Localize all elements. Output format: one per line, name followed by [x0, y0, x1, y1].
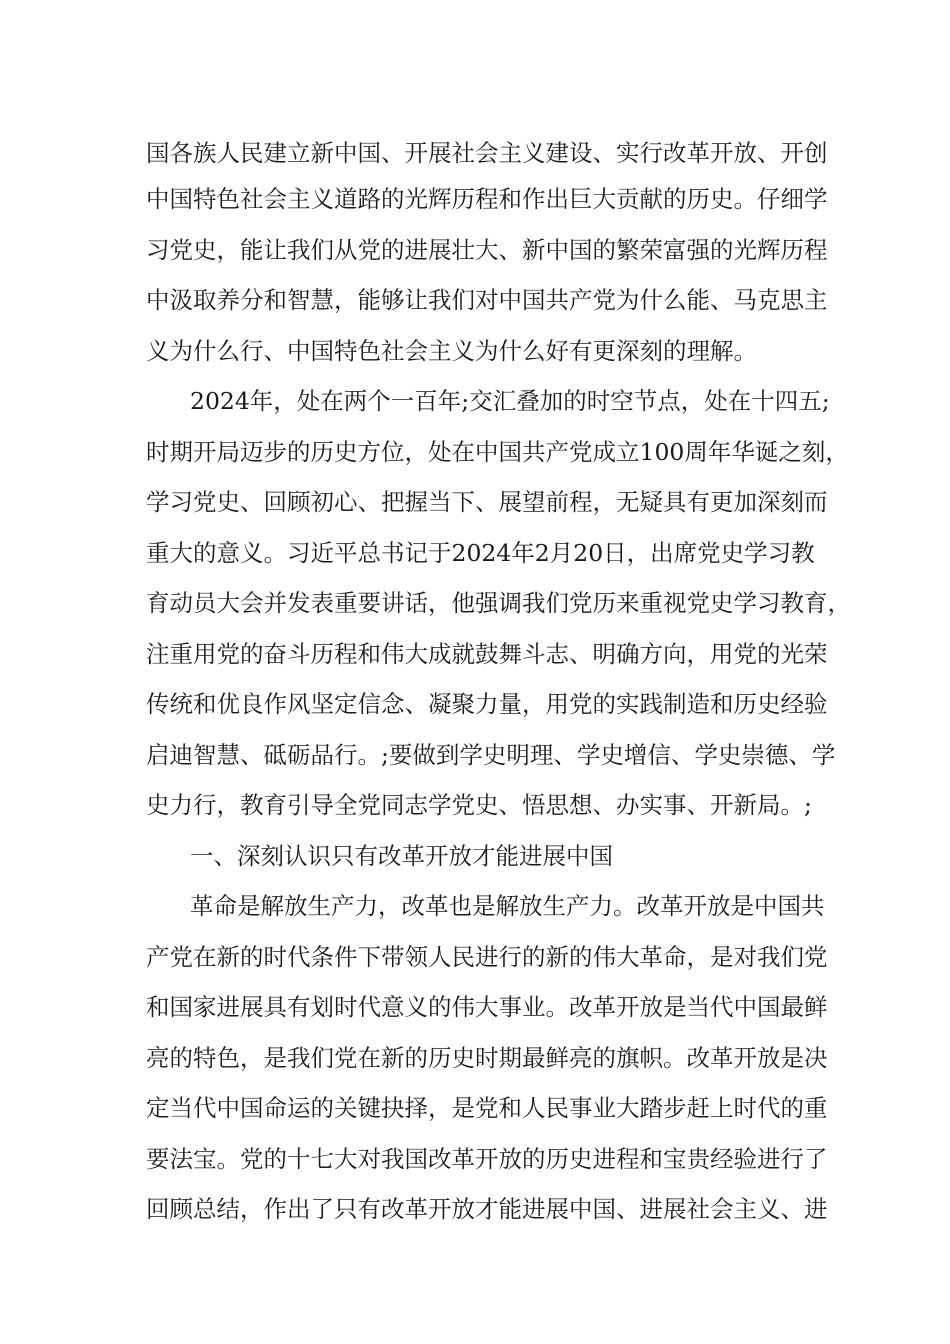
- text-line: 革命是解放生产力，改革也是解放生产力。改革开放是中国共: [190, 892, 825, 920]
- text-line: 重大的意义。习近平总书记于2024年2月20日，出席党史学习教: [146, 539, 815, 567]
- text-line: 习党史，能让我们从党的进展壮大、新中国的繁荣富强的光辉历程: [146, 236, 828, 264]
- text-line: 义为什么行、中国特色社会主义为什么好有更深刻的理解。: [146, 337, 757, 365]
- text-line: 和国家进展具有划时代意义的伟大事业。改革开放是当代中国最鲜: [146, 993, 828, 1021]
- text-line: 定当代中国命运的关键抉择，是党和人民事业大踏步赶上时代的重: [146, 1094, 828, 1122]
- text-line: 中汲取养分和智慧，能够让我们对中国共产党为什么能、马克思主: [146, 286, 828, 314]
- text-line: 启迪智慧、砥砺品行。;要做到学史明理、学史增信、学史崇德、学: [146, 741, 836, 769]
- text-line: 产党在新的时代条件下带领人民进行的新的伟大革命，是对我们党: [146, 943, 828, 971]
- text-line: 学习党史、回顾初心、把握当下、展望前程，无疑具有更加深刻而: [146, 488, 828, 516]
- text-line: 注重用党的奋斗历程和伟大成就鼓舞斗志、明确方向，用党的光荣: [146, 640, 828, 668]
- text-line: 育动员大会并发表重要讲话，他强调我们党历来重视党史学习教育，: [146, 589, 851, 617]
- text-line: 史力行，教育引导全党同志学党史、悟思想、办实事、开新局。;: [146, 791, 812, 819]
- text-line: 要法宝。党的十七大对我国改革开放的历史进程和宝贵经验进行了: [146, 1145, 828, 1173]
- text-line: 亮的特色，是我们党在新的历史时期最鲜亮的旗帜。改革开放是决: [146, 1044, 828, 1072]
- text-line: 传统和优良作风坚定信念、凝聚力量，用党的实践制造和历史经验: [146, 690, 828, 718]
- text-line: 时期开局迈步的历史方位，处在中国共产党成立100周年华诞之刻，: [146, 438, 849, 466]
- section-heading: 一、深刻认识只有改革开放才能进展中国: [190, 842, 613, 870]
- text-line: 2024年，处在两个一百年;交汇叠加的时空节点，处在十四五;: [190, 387, 830, 415]
- text-line: 中国特色社会主义道路的光辉历程和作出巨大贡献的历史。仔细学: [146, 185, 828, 213]
- text-line: 回顾总结，作出了只有改革开放才能进展中国、进展社会主义、进: [146, 1195, 828, 1223]
- text-line: 国各族人民建立新中国、开展社会主义建设、实行改革开放、开创: [146, 139, 828, 167]
